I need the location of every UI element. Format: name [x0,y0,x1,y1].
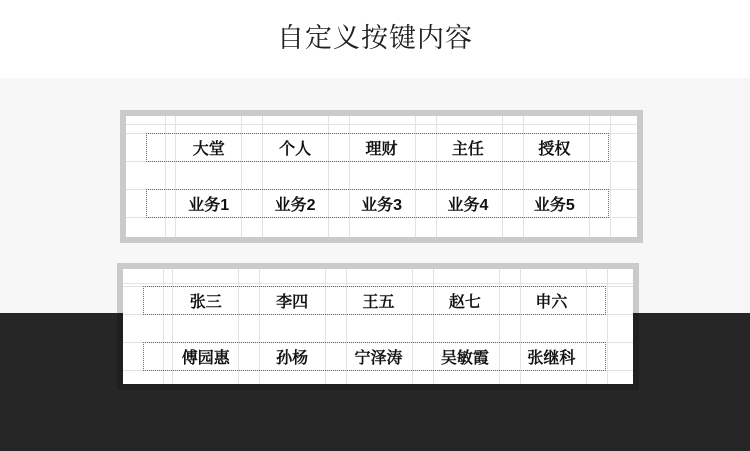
name-keys-panel [117,263,639,390]
key-row-names-1 [143,286,606,315]
key-row-names-2 [143,342,606,371]
key-row-services [146,189,609,218]
key-button[interactable]: 理财 [365,141,398,158]
key-button[interactable]: 李四 [276,294,309,311]
key-button[interactable]: 业务4 [447,197,489,214]
key-button[interactable]: 张三 [189,294,222,311]
key-button[interactable]: 宁泽涛 [354,350,403,367]
key-button[interactable]: 傅园惠 [181,350,230,367]
key-button[interactable]: 业务1 [188,197,230,214]
key-button[interactable]: 王五 [362,294,395,311]
key-button[interactable]: 主任 [451,141,484,158]
page-title: 自定义按键内容 [277,23,473,53]
key-button[interactable]: 大堂 [192,141,225,158]
key-button[interactable]: 赵七 [448,294,481,311]
key-button[interactable]: 个人 [279,141,312,158]
key-button[interactable]: 申六 [535,294,568,311]
function-keys-panel [120,110,643,243]
key-button[interactable]: 业务3 [361,197,402,214]
key-button[interactable]: 业务5 [533,197,575,214]
key-button[interactable]: 授权 [538,141,571,158]
key-button[interactable]: 孙杨 [276,350,309,367]
key-row-departments [146,133,609,162]
key-button[interactable]: 张继科 [527,350,576,367]
key-button[interactable]: 吴敏霞 [440,350,489,367]
key-button[interactable]: 业务2 [274,197,316,214]
